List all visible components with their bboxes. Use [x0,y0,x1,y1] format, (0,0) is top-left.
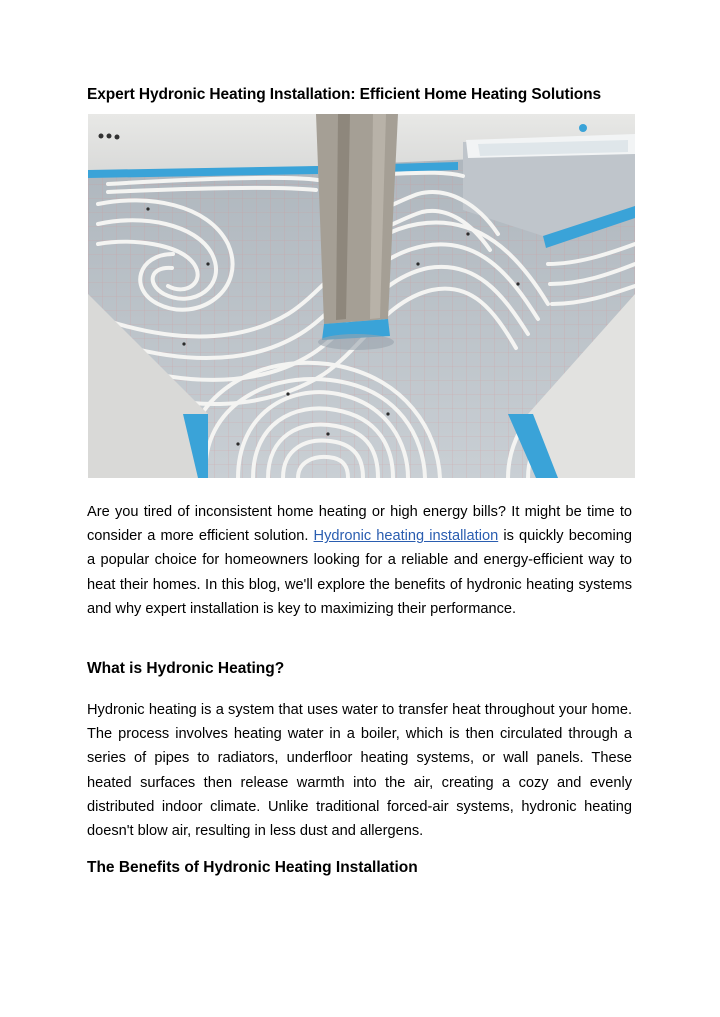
what-is-paragraph: Hydronic heating is a system that uses water to transfer heat throughout your home. The process involves heating water in a boiler, which is then circulated through a series of pipes to radiators, underfloor heating systems, or wall panels. These heated surfaces then release warmth into the air, creating a cozy and evenly distributed indoor climate. Unlike traditional forced-air systems, hydronic heating doesn't blow air, resulting in less dust and allergens. [87,702,632,840]
intro-text-before-link: Are you tired of inconsistent home heating or high energy bills? It might be time to consider a more efficient solution. [87,504,632,545]
article-title: Expert Hydronic Heating Installation: Efficient Home Heating Solutions [87,86,602,103]
section-heading-what-is: What is Hydronic Heating? [87,660,285,677]
hydronic-heating-installation-link[interactable]: Hydronic heating installation [313,528,499,545]
intro-text-after-link: is quickly becoming a popular choice for homeowners looking for a reliable and energy-efficient way to heat their homes. In this blog, we'll explore the benefits of hydronic heating systems and why expert installation is key to maximizing their performance. [87,528,632,617]
section-heading-benefits: The Benefits of Hydronic Heating Installation [87,859,418,876]
underfloor-heating-photo [88,114,635,478]
intro-paragraph [87,500,632,621]
